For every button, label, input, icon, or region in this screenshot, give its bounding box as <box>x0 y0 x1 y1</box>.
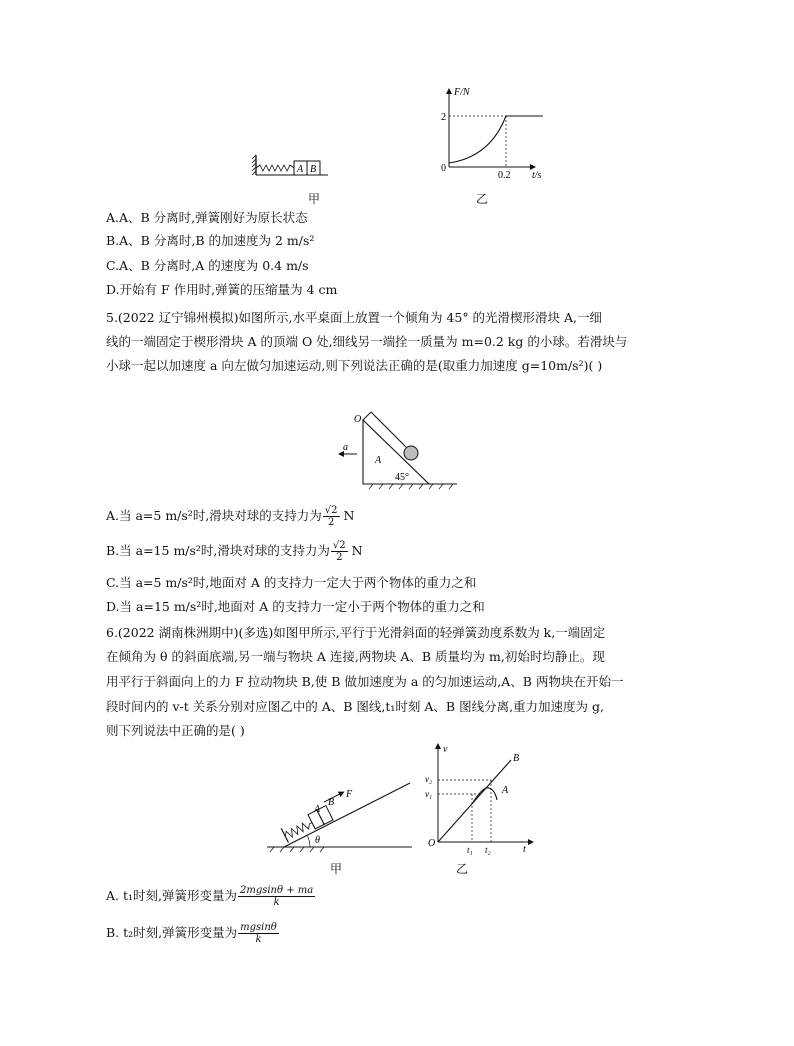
q6-stem-line-3: 用平行于斜面向上的力 F 拉动物块 B,使 B 做加速度为 a 的匀加速运动,A、B 两物块在开始一 <box>106 674 624 689</box>
block-b-label: B <box>310 164 317 175</box>
block-b-label: B <box>328 797 335 808</box>
point-o-label: O <box>354 414 362 425</box>
fig1-right-caption: 乙 <box>476 192 489 206</box>
theta-label: θ <box>315 835 320 846</box>
q6-option-a-text: A. t₁时刻,弹簧形变量为 <box>106 888 237 903</box>
unit-n: N <box>351 543 363 558</box>
y-axis-label: F/N <box>454 87 470 98</box>
q6-stem-line-1: 6.(2022 湖南株洲期中)(多选)如图甲所示,平行于光滑斜面的轻弹簧劲度系数为 k,一端固定 <box>106 625 606 640</box>
x-axis-label: t/s <box>532 170 542 181</box>
q6-stem-line-5: 则下列说法中正确的是( ) <box>106 723 245 738</box>
block-a-label: A <box>297 164 304 175</box>
q5-option-d: D.当 a=15 m/s²时,地面对 A 的支持力一定小于两个物体的重力之和 <box>106 599 485 614</box>
graph-origin-label: O <box>428 838 436 849</box>
x-tick-label: 0.2 <box>498 170 511 181</box>
q5-option-b-text: B.当 a=15 m/s²时,滑块对球的支持力为 <box>106 543 330 558</box>
v2-label: v₂ <box>425 774 433 784</box>
y-tick-label: 2 <box>441 112 446 123</box>
acceleration-label: a <box>343 442 348 453</box>
sqrt2-over-2-fraction: $\frac{√2}{2}$ <box>332 540 346 563</box>
q6-stem-line-2: 在倾角为 θ 的斜面底端,另一端与物块 A 连接,两物块 A、B 质量均为 m,初始时均静止。现 <box>106 649 605 664</box>
v1-label: v₁ <box>425 789 433 799</box>
q4-option-d: D.开始有 F 作用时,弹簧的压缩量为 4 cm <box>106 282 338 297</box>
sqrt2-over-2-fraction: $\frac{√2}{2}$ <box>324 505 338 528</box>
graph-v-label: v <box>443 744 448 755</box>
deformation-fraction-a: $\frac{2mgsin\theta + ma}{k}$ <box>239 885 314 908</box>
q6-option-b <box>106 922 279 945</box>
q5-stem-line-1: 5.(2022 辽宁锦州模拟)如图所示,水平桌面上放置一个倾角为 45° 的光滑楔形滑块 A,一细 <box>106 310 603 325</box>
t1-label: t₁ <box>467 845 473 855</box>
origin-label: 0 <box>441 163 446 174</box>
q6-velocity-time-graph <box>425 740 540 855</box>
wedge-a-label: A <box>375 455 382 466</box>
line-b-label: B <box>513 753 520 764</box>
q4-option-b: B.A、B 分离时,B 的加速度为 2 m/s² <box>106 233 315 248</box>
q5-stem-line-3: 小球一起以加速度 a 向左做匀加速运动,则下列说法正确的是(取重力加速度 g=10m/s²)( ) <box>106 358 603 373</box>
q5-wedge-figure <box>335 403 460 495</box>
graph-t-label: t <box>523 844 526 855</box>
q6-option-a <box>106 885 315 908</box>
q6-right-caption: 乙 <box>456 862 469 876</box>
q6-option-b-text: B. t₂时刻,弹簧形变量为 <box>106 925 238 940</box>
block-a-label: A <box>314 804 321 815</box>
q5-stem-line-2: 线的一端固定于楔形滑块 A 的顶端 O 处,细线另一端拴一质量为 m=0.2 kg 的小球。若滑块与 <box>106 334 628 349</box>
fig1-force-time-graph <box>435 85 555 185</box>
q6-left-caption: 甲 <box>330 862 343 876</box>
q5-option-a <box>106 505 354 528</box>
curve-a-label: A <box>502 785 509 796</box>
q4-option-a: A.A、B 分离时,弹簧刚好为原长状态 <box>106 210 308 225</box>
angle-label: 45° <box>395 472 409 483</box>
q5-option-a-text: A.当 a=5 m/s²时,滑块对球的支持力为 <box>106 508 322 523</box>
fig1-left-caption: 甲 <box>308 192 321 206</box>
q5-option-c: C.当 a=5 m/s²时,地面对 A 的支持力一定大于两个物体的重力之和 <box>106 575 477 590</box>
q4-option-c: C.A、B 分离时,A 的速度为 0.4 m/s <box>106 258 309 273</box>
q5-option-b <box>106 540 363 563</box>
unit-n: N <box>343 508 355 523</box>
q6-incline-figure <box>262 765 417 855</box>
t2-label: t₂ <box>485 845 491 855</box>
fig1-spring-diagram <box>250 145 330 185</box>
deformation-fraction-b: $\frac{mgsin\theta}{k}$ <box>240 922 277 945</box>
q6-stem-line-4: 段时间内的 v-t 关系分别对应图乙中的 A、B 图线,t₁时刻 A、B 图线分离,重力加速度为 g, <box>106 699 605 714</box>
force-f-label: F <box>346 789 353 800</box>
